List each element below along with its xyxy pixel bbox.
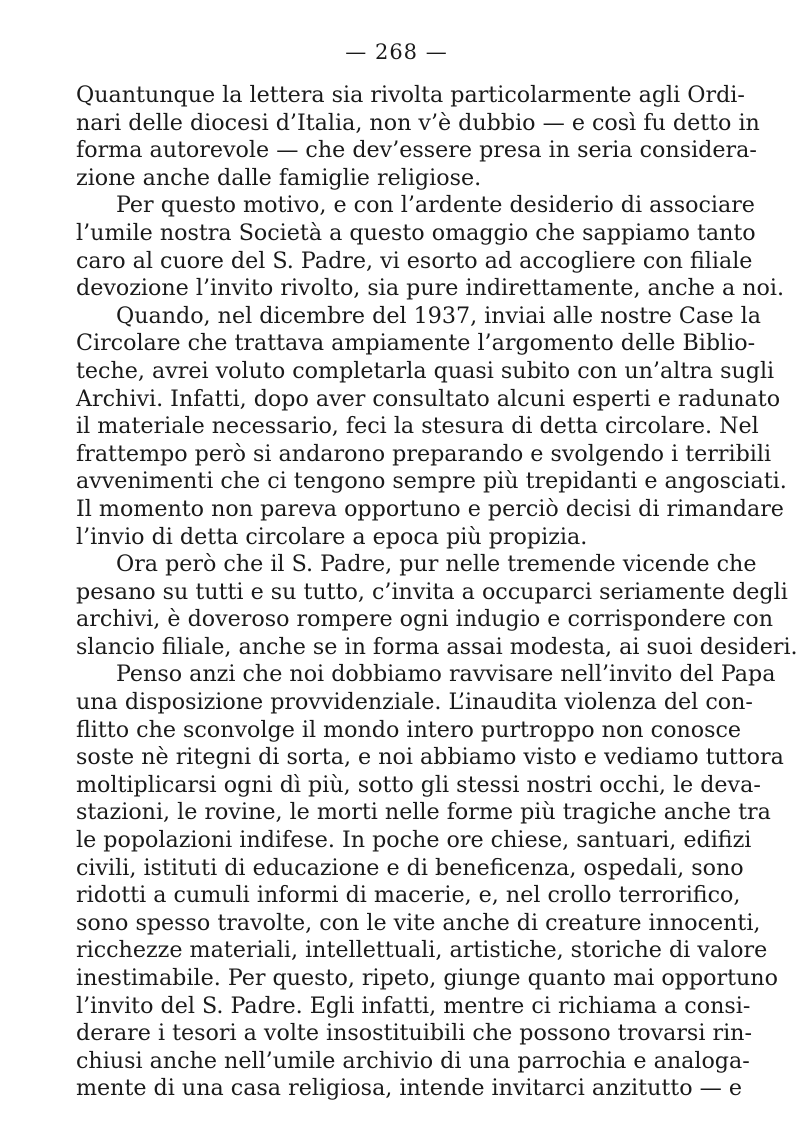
text-line: Quando, nel dicembre del 1937, inviai alle nostre Case la (116, 302, 762, 329)
text-line: zione anche dalle famiglie religiose. (76, 164, 482, 191)
text-line: mente di una casa religiosa, intende invitarci anzitutto — e (76, 1075, 742, 1102)
text-line: slancio filiale, anche se in forma assai modesta, ai suoi desideri. (76, 633, 798, 660)
text-line: archivi, è doveroso rompere ogni indugio e corrispondere con (76, 606, 773, 633)
text-line: teche, avrei voluto completarla quasi subito con un’altra sugli (76, 357, 775, 384)
text-line: frattempo però si andarono preparando e svolgendo i terribili (76, 440, 772, 467)
text-line: derare i tesori a volte insostituibili che possono trovarsi rin- (76, 1020, 752, 1047)
text-line: le popolazioni indifese. In poche ore chiese, santuari, edifizi (76, 827, 752, 854)
text-line: forma autorevole — che dev’essere presa in seria considera- (76, 137, 757, 164)
text-line: l’umile nostra Società a questo omaggio che sappiamo tanto (76, 219, 756, 246)
text-line: flitto che sconvolge il mondo intero purtroppo non conosce (76, 716, 742, 743)
text-line: Il momento non pareva opportuno e perciò decisi di rimandare (76, 495, 784, 522)
text-line: ridotti a cumuli informi di macerie, e, nel crollo terrorifico, (76, 882, 741, 909)
text-line: soste nè ritegni di sorta, e noi abbiamo visto e vediamo tuttora (76, 744, 784, 771)
body-text (76, 82, 798, 1103)
text-line: Quantunque la lettera sia rivolta particolarmente agli Ordi- (76, 82, 745, 108)
text-line: Ora però che il S. Padre, pur nelle tremende vicende che (116, 551, 757, 578)
text-line: chiusi anche nell’umile archivio di una parrochia e analoga- (76, 1047, 750, 1074)
text-line: ricchezze materiali, intellettuali, artistiche, storiche di valore (76, 937, 768, 964)
text-line: Penso anzi che noi dobbiamo ravvisare nell’invito del Papa (116, 661, 776, 688)
text-line: moltiplicarsi ogni dì più, sotto gli stessi nostri occhi, le deva- (76, 771, 761, 798)
text-line: caro al cuore del S. Padre, vi esorto ad accogliere con filiale (76, 247, 753, 274)
text-line: inestimabile. Per questo, ripeto, giunge quanto mai opportuno (76, 965, 778, 991)
text-line: pesano su tutti e su tutto, c’invita a occuparci seriamente degli (76, 578, 788, 605)
text-line: Circolare che trattava ampiamente l’argomento delle Biblio- (76, 330, 756, 357)
text-line: l’invio di detta circolare a epoca più propizia. (76, 523, 588, 550)
text-line: Per questo motivo, e con l’ardente desiderio di associare (116, 192, 755, 219)
page-number: — 268 — (345, 40, 448, 64)
text-line: Archivi. Infatti, dopo aver consultato alcuni esperti e radunato (76, 385, 781, 412)
text-line: stazioni, le rovine, le morti nelle forme più tragiche anche tra (76, 799, 771, 826)
text-line: devozione l’invito rivolto, sia pure indirettamente, anche a noi. (76, 275, 785, 302)
text-line: nari delle diocesi d’Italia, non v’è dubbio — e così fu detto in (76, 109, 760, 136)
text-line: sono spesso travolte, con le vite anche di creature innocenti, (76, 909, 761, 936)
text-line: civili, istituti di educazione e di beneficenza, ospedali, sono (76, 854, 744, 881)
text-line: l’invito del S. Padre. Egli infatti, mentre ci richiama a consi- (76, 992, 751, 1019)
text-line: avvenimenti che ci tengono sempre più trepidanti e angosciati. (76, 468, 787, 495)
text-line: il materiale necessario, feci la stesura di detta circolare. Nel (76, 413, 759, 440)
text-line: una disposizione provvidenziale. L’inaudita violenza del con- (76, 689, 753, 716)
